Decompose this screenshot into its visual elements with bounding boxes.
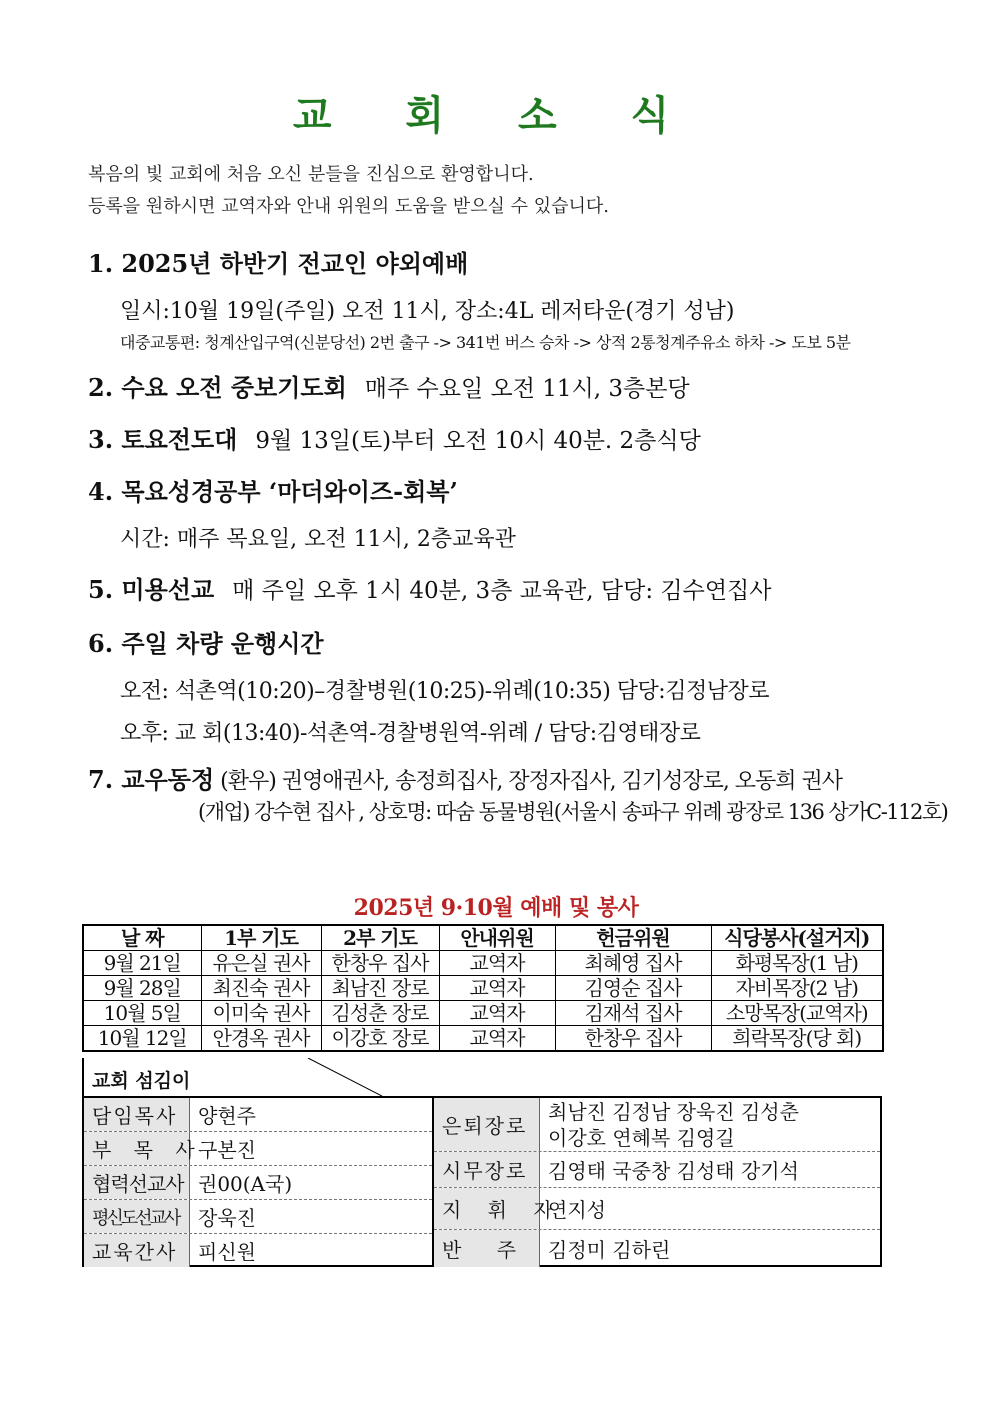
cell: 안경옥 권사 [201,1026,321,1052]
section-6-line-2: 오후: 교 회(13:40)-석촌역-경찰병원역-위례 / 담당:김영태장로 [120,721,701,746]
cell: 김재석 집사 [555,1001,711,1026]
cell: 김영순 집사 [555,976,711,1001]
section-3 [88,420,701,455]
welcome-line-1: 복음의 빛 교회에 처음 오신 분들을 진심으로 환영합니다. [88,164,534,185]
table-row [83,1001,883,1026]
staff-value-group [540,1099,799,1151]
section-4-line-1: 시간: 매주 목요일, 오전 11시, 2층교육관 [120,527,516,552]
cell: 교역자 [439,1026,555,1052]
cell: 9월 28일 [83,976,201,1001]
staff-value: 김정미 김하린 [548,1238,671,1262]
staff-row [84,1098,432,1132]
cell: 이미숙 권사 [201,1001,321,1026]
section-7-line-2: (개업) 강수현 집사 , 상호명: 따숨 동물병원(서울시 송파구 위례 광장로 136 상가C-112호) [198,800,948,824]
section-1-line-2: 대중교통편: 청계산입구역(신분당선) 2번 출구 -> 341번 버스 승차 -> 상적 2통청계주유소 하차 -> 도보 5분 [120,333,851,352]
staff-label: 지 휘 자 [434,1188,540,1229]
cell: 한창우 집사 [321,951,439,976]
staff-label: 담임목사 [84,1098,190,1131]
section-7 [88,760,842,795]
section-2 [88,368,690,403]
staff-value: 피신원 [198,1240,256,1264]
header-prayer-2: 2부 기도 [321,925,439,951]
cell: 최진숙 권사 [201,976,321,1001]
cell: 교역자 [439,976,555,1001]
staff-row [434,1098,880,1152]
cell: 최남진 장로 [321,976,439,1001]
staff-value: 연지성 [548,1198,606,1222]
header-usher: 안내위원 [439,925,555,951]
table-row [83,951,883,976]
cell: 교역자 [439,1001,555,1026]
section-7-line-1: (환우) 권영애권사, 송정희집사, 장정자집사, 김기성장로, 오동희 권사 [220,769,843,794]
section-5-title: 5. 미용선교 [88,575,215,604]
staff-value: 권00(A국) [198,1172,293,1196]
staff-value: 장욱진 [198,1206,256,1230]
cell: 9월 21일 [83,951,201,976]
section-5-detail: 매 주일 오후 1시 40분, 3층 교육관, 담당: 김수연집사 [232,578,772,604]
header-offering: 헌금위원 [555,925,711,951]
schedule-table [82,924,884,1052]
staff-label: 교육간사 [84,1234,190,1267]
staff-left-column [84,1098,434,1265]
table-row [83,976,883,1001]
header-kitchen: 식당봉사(설거지) [711,925,883,951]
cell: 최혜영 집사 [555,951,711,976]
header-date: 날 짜 [83,925,201,951]
staff-row [84,1200,432,1234]
welcome-line-2: 등록을 원하시면 교역자와 안내 위원의 도움을 받으실 수 있습니다. [88,196,609,217]
section-3-detail: 9월 13일(토)부터 오전 10시 40분. 2층식당 [255,428,701,454]
table-row [83,1026,883,1052]
section-5 [88,570,771,605]
staff-row [84,1166,432,1200]
staff-row [434,1188,880,1230]
section-1-title: 1. 2025년 하반기 전교인 야외예배 [88,249,469,278]
staff-right-column [434,1098,880,1265]
cell: 희락목장(당 회) [711,1026,883,1052]
staff-row [434,1152,880,1188]
header-prayer-1: 1부 기도 [201,925,321,951]
cell: 이강호 장로 [321,1026,439,1052]
staff-label: 부 목 사 [84,1132,190,1165]
staff-value: 김영태 국중창 김성태 강기석 [548,1159,799,1183]
cell: 김성춘 장로 [321,1001,439,1026]
section-7-title: 7. 교우동정 [88,765,215,794]
section-2-title: 2. 수요 오전 중보기도회 [88,373,347,402]
section-1-line-1: 일시:10월 19일(주일) 오전 11시, 장소:4L 레저타운(경기 성남) [120,299,735,324]
section-4-title: 4. 목요성경공부 ‘마더와이즈-회복’ [88,477,458,506]
cell: 10월 5일 [83,1001,201,1026]
schedule-caption: 2025년 9·10월 예배 및 봉사 [353,895,639,921]
cell: 화평목장(1 남) [711,951,883,976]
page-title: 교 회 소 식 [292,92,700,139]
staff-heading-tab [82,1058,882,1096]
staff-row [434,1230,880,1267]
cell: 한창우 집사 [555,1026,711,1052]
staff-value: 이강호 연혜복 김영길 [548,1125,735,1150]
staff-heading: 교회 섬김이 [92,1070,191,1092]
staff-label: 평신도선교사 [84,1200,190,1233]
section-3-title: 3. 토요전도대 [88,425,238,454]
staff-label: 시무장로 [434,1152,540,1187]
staff-label: 은퇴장로 [434,1098,540,1151]
staff-row [84,1234,432,1267]
staff-label: 협력선교사 [84,1166,190,1199]
staff-row [84,1132,432,1166]
staff-label: 반 주 [434,1230,540,1267]
cell: 유은실 권사 [201,951,321,976]
cell: 자비목장(2 남) [711,976,883,1001]
staff-value: 구본진 [198,1138,256,1162]
section-6-title: 6. 주일 차량 운행시간 [88,629,324,658]
cell: 교역자 [439,951,555,976]
staff-value: 양현주 [198,1104,256,1128]
cell: 소망목장(교역자) [711,1001,883,1026]
schedule-header-row [83,925,883,951]
staff-table [82,1096,882,1267]
section-2-detail: 매주 수요일 오전 11시, 3층본당 [364,376,690,402]
section-6-line-1: 오전: 석촌역(10:20)–경찰병원(10:25)-위례(10:35) 담당:김정남장로 [120,679,769,704]
staff-value: 최남진 김정남 장욱진 김성춘 [548,1099,799,1124]
cell: 10월 12일 [83,1026,201,1052]
